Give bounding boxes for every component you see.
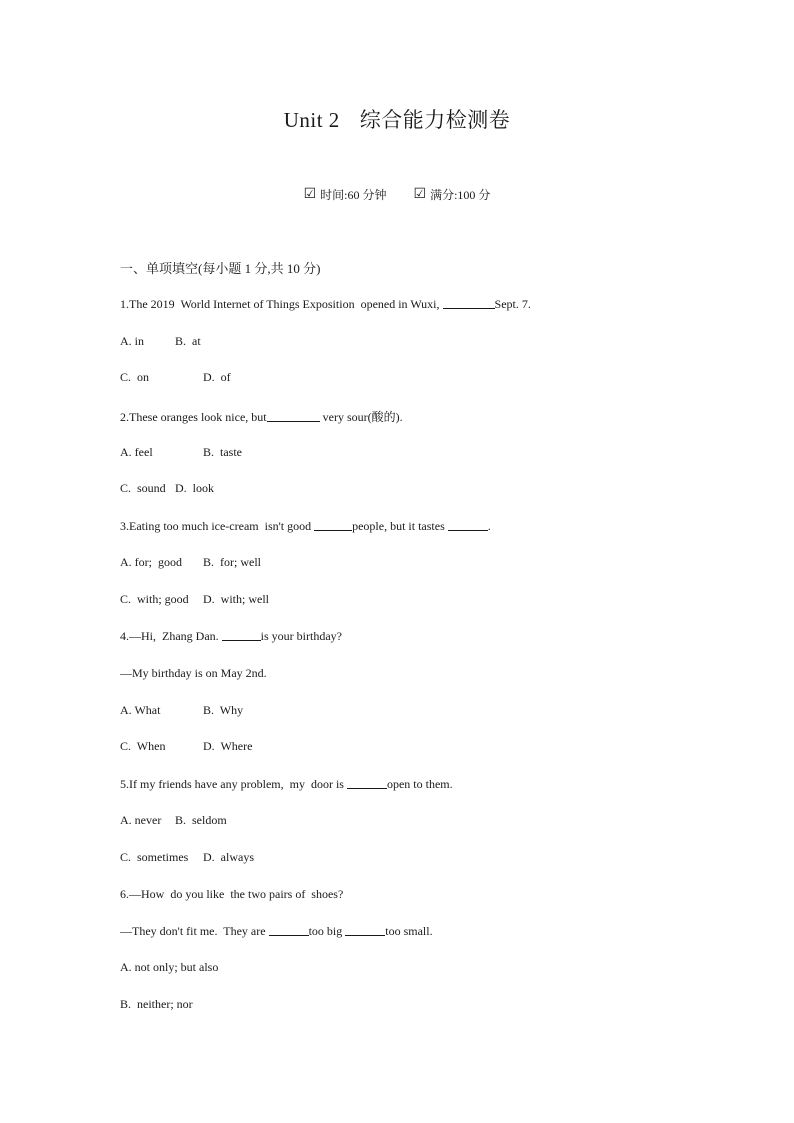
q1-option-b: B. at [175,334,201,348]
q3-blank-2 [448,519,488,531]
q6-blank-2 [345,924,385,936]
exam-meta [0,186,794,203]
q5-option-c: C. sometimes [120,850,189,864]
q1-stem-start: 1.The 2019 World Internet of Things Exposition opened in Wuxi, [120,297,443,311]
time-text: 时间:60 分钟 [320,188,387,202]
score-text: 满分:100 分 [430,188,491,202]
question-2 [120,408,403,425]
q2-blank [267,410,320,422]
q2-stem-start: 2.These oranges look nice, but [120,410,267,424]
q5-options-row2 [120,850,254,865]
page-title [0,104,794,134]
q3-stem-middle: people, but it tastes [352,519,448,533]
q3-option-b: B. for; well [203,555,261,569]
q1-option-c: C. on [120,370,150,384]
q2-option-c: C. sound [120,481,166,495]
q2-options-row1 [120,445,242,460]
time-info [304,186,387,203]
q4-stem-end: is your birthday? [260,629,342,643]
q3-options-row1 [120,555,261,570]
q4-option-d: D. Where [203,739,253,753]
q3-options-row2 [120,592,269,607]
q1-option-a: A. in [120,334,144,348]
q4-stem-start: 4.—Hi, Zhang Dan. [120,629,222,643]
question-5 [120,777,453,792]
q5-stem-start: 5.If my friends have any problem, my door is [120,777,347,791]
question-6: 6.—How do you like the two pairs of shoes? [120,887,344,901]
q4-blank [222,629,261,641]
question-4 [120,629,342,644]
test-title: 综合能力检测卷 [359,108,511,132]
checkbox-icon: ☑ [303,187,317,202]
q6-reply-end: too small. [385,924,433,938]
q4-options-row2 [120,739,252,754]
q1-option-d: D. of [203,370,231,384]
q4-option-b: B. Why [203,703,244,717]
q1-options-row1 [120,334,201,349]
q4-option-a: A. What [120,703,161,717]
q5-options-row1 [120,813,227,828]
q2-option-a: A. feel [120,445,153,459]
q5-option-d: D. always [203,850,254,864]
q6-reply-middle: too big [308,924,346,938]
q1-stem-end: Sept. 7. [494,297,531,311]
checkbox-icon: ☑ [413,187,427,202]
q2-option-d: D. look [175,481,214,495]
q5-option-b: B. seldom [175,813,227,827]
q6-reply-start: —They don't fit me. They are [120,924,269,938]
q6-reply [120,924,433,939]
q3-option-d: D. with; well [203,592,269,606]
q1-options-row2 [120,370,231,385]
q4-options-row1 [120,703,243,718]
q2-options-row2 [120,481,214,496]
score-info [414,186,491,203]
q3-blank-1 [314,519,352,531]
q1-blank [443,297,495,309]
q4-reply: —My birthday is on May 2nd. [120,666,267,680]
q3-stem-start: 3.Eating too much ice-cream isn't good [120,519,315,533]
q3-option-c: C. with; good [120,592,189,606]
section-heading: 一、单项填空(每小题 1 分,共 10 分) [120,261,321,276]
q5-blank [347,777,387,789]
q6-blank-1 [269,924,309,936]
q4-option-c: C. When [120,739,166,753]
question-1 [120,297,531,312]
q3-option-a: A. for; good [120,555,182,569]
q3-stem-end: . [487,519,491,533]
question-3 [120,519,491,534]
unit-label: Unit 2 [283,108,340,132]
q2-option-b: B. taste [203,445,242,459]
q5-option-a: A. never [120,813,162,827]
q6-option-a: A. not only; but also [120,960,219,974]
q5-stem-end: open to them. [386,777,453,791]
q6-option-b: B. neither; nor [120,997,193,1011]
q2-stem-end: very sour(酸的). [319,410,403,424]
